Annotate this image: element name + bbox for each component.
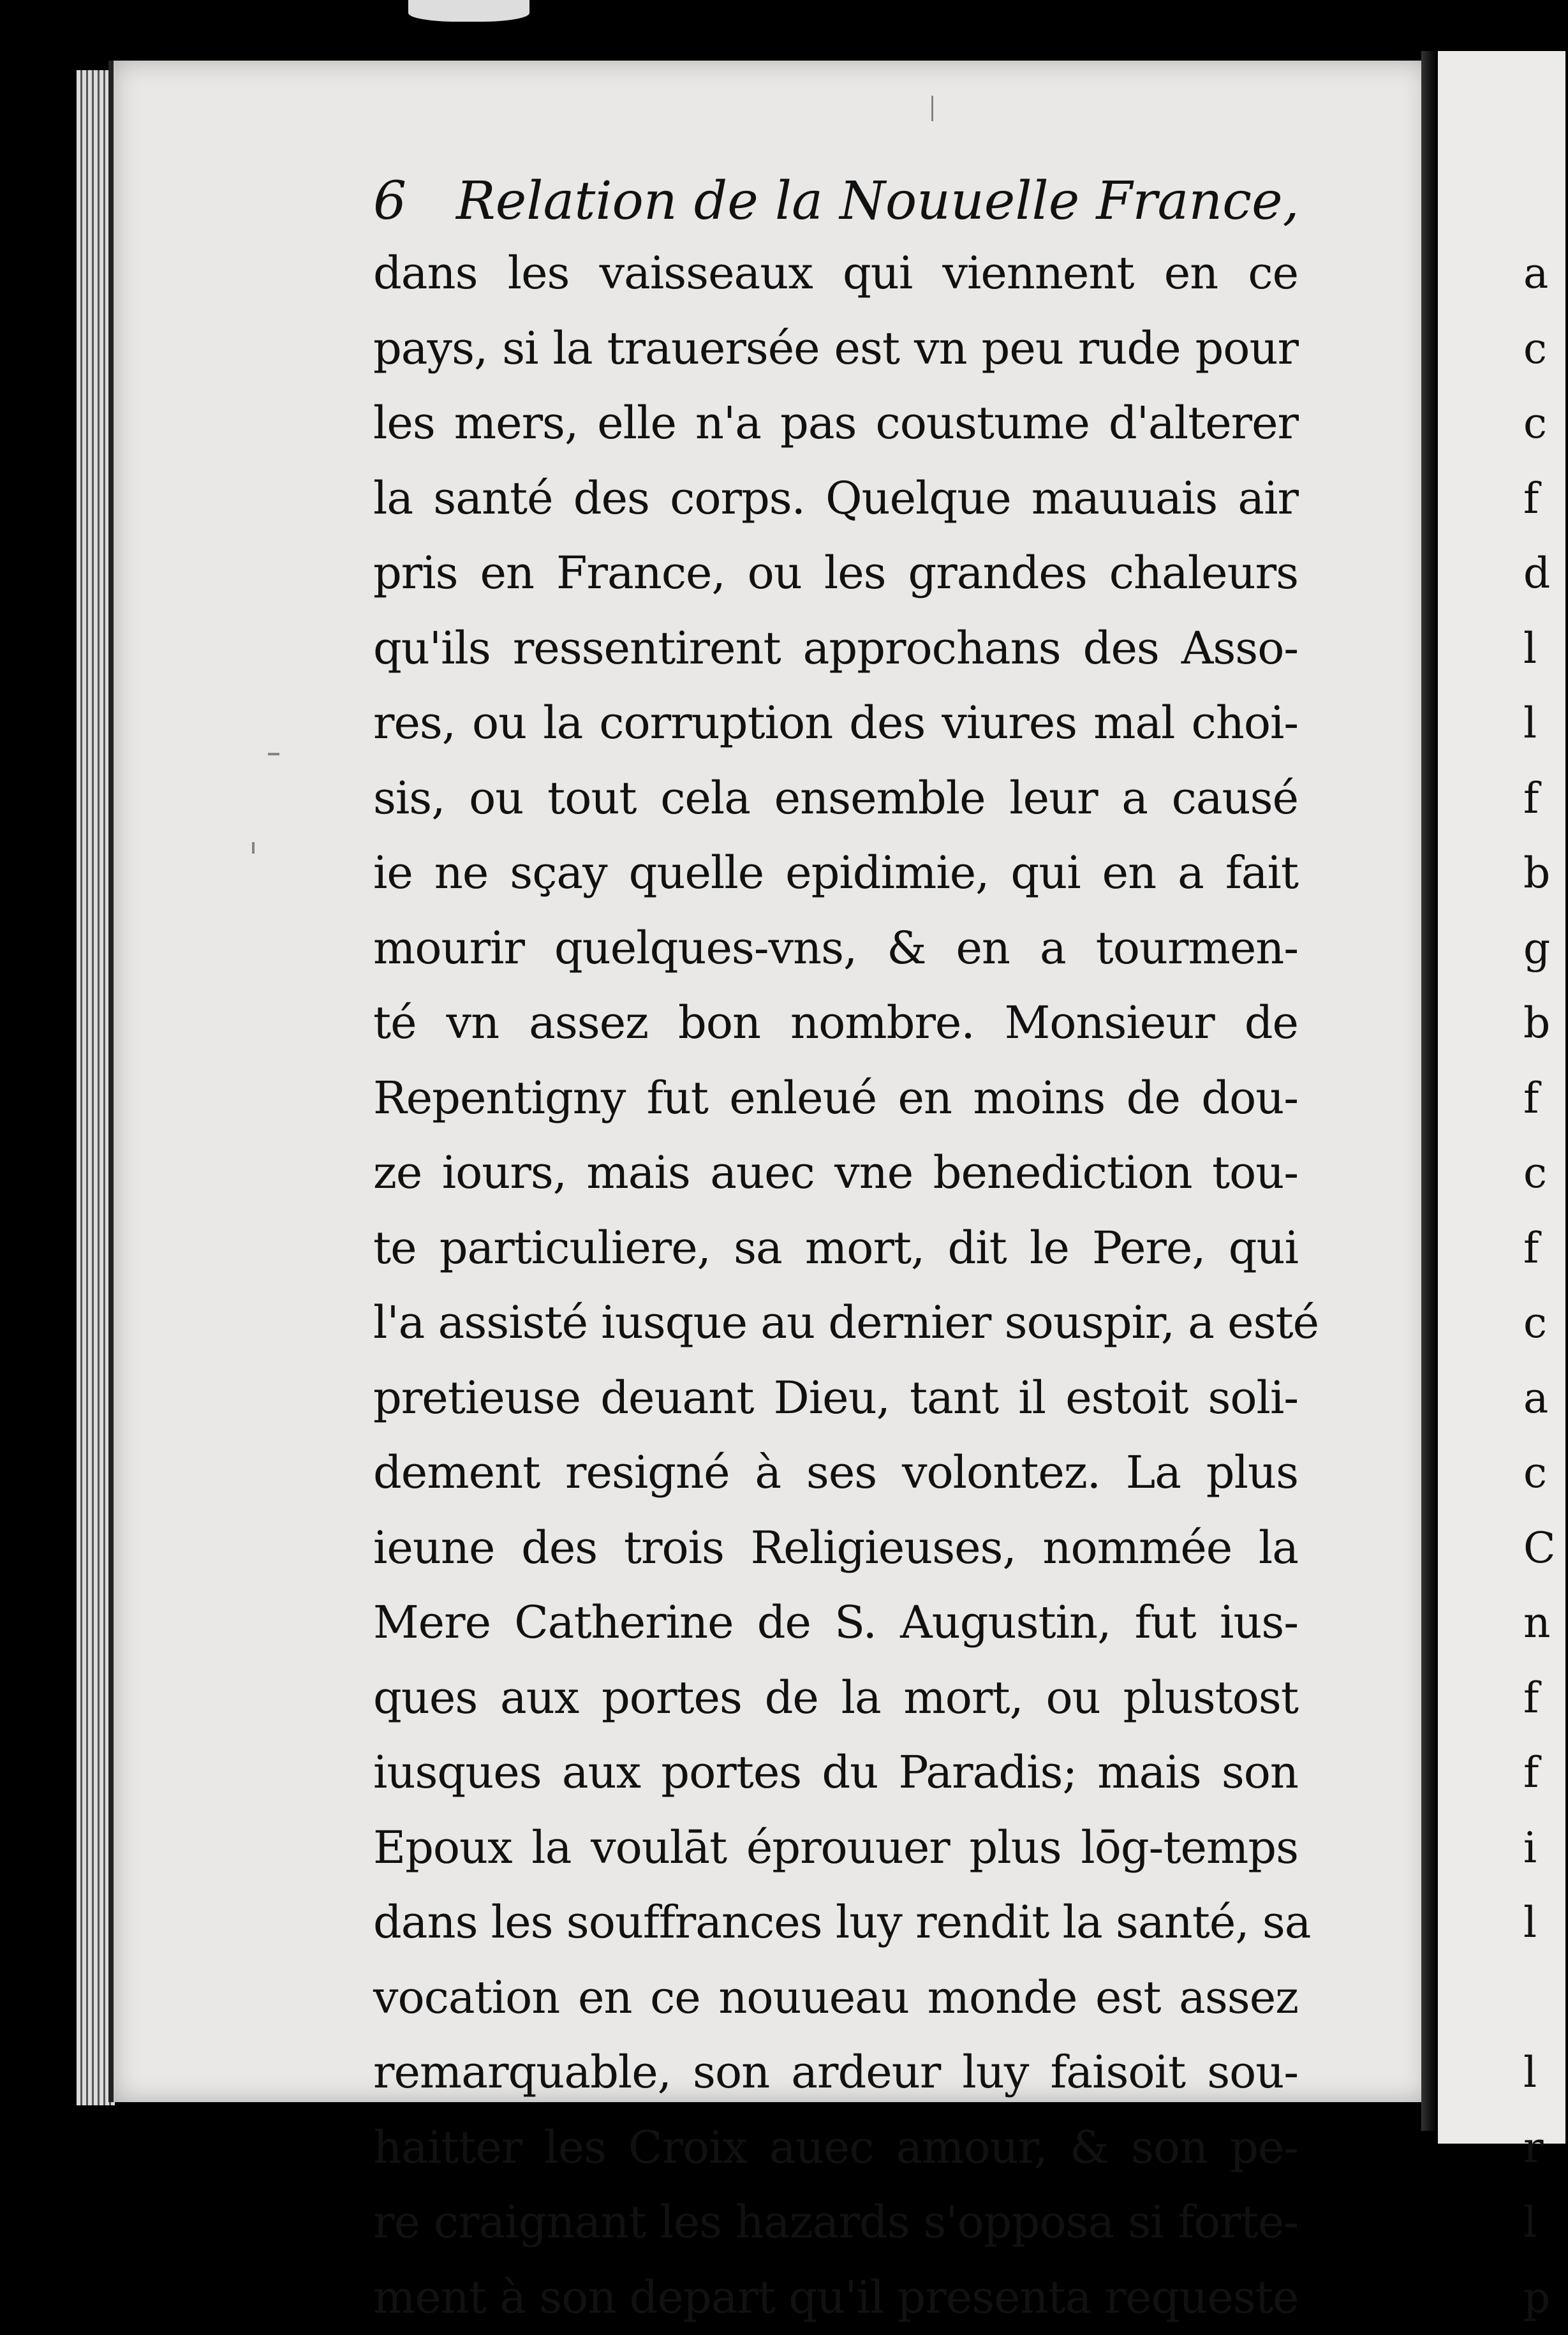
text-line: ie ne sçay quelle epidimie, qui en a fait xyxy=(373,836,1298,911)
text-line: dement resigné à ses volontez. La plus xyxy=(373,1435,1298,1511)
page-number: 6 xyxy=(373,171,456,232)
text-line: ment à son depart qu'il presenta requeste xyxy=(373,2260,1298,2335)
paper-speck xyxy=(268,753,279,755)
top-smudge xyxy=(408,0,529,22)
facing-page-line-fragment: b xyxy=(1523,986,1568,1061)
facing-page-line-fragment: a xyxy=(1523,1361,1568,1436)
text-line: pretieuse deuant Dieu, tant il estoit soli- xyxy=(373,1361,1298,1436)
facing-page-line-fragment: c xyxy=(1523,1286,1568,1361)
facing-page-line-fragment: f xyxy=(1523,1061,1568,1136)
facing-page-line-fragment: c xyxy=(1523,1136,1568,1211)
text-line: ques aux portes de la mort, ou plustost xyxy=(373,1661,1298,1736)
text-line: les mers, elle n'a pas coustume d'alterer xyxy=(373,386,1298,461)
facing-page-line-fragment: C xyxy=(1523,1511,1568,1586)
running-title: Relation de la Nouuelle France, xyxy=(456,171,1299,232)
facing-page-line-fragment: c xyxy=(1523,386,1568,461)
text-line: ze iours, mais auec vne benediction tou- xyxy=(373,1136,1298,1211)
facing-page-line-fragment: p xyxy=(1523,2260,1568,2335)
text-line: res, ou la corruption des viures mal choi- xyxy=(373,686,1298,761)
facing-page-text xyxy=(1523,236,1568,2335)
text-line: sis, ou tout cela ensemble leur a causé xyxy=(373,761,1298,836)
text-line: dans les vaisseaux qui viennent en ce xyxy=(373,236,1298,311)
facing-page-line-fragment: l xyxy=(1523,611,1568,686)
facing-page-line-fragment: f xyxy=(1523,1661,1568,1736)
body-text xyxy=(373,236,1298,2335)
text-line: té vn assez bon nombre. Monsieur de xyxy=(373,986,1298,1061)
paper-speck xyxy=(931,96,933,121)
facing-page-line-fragment: i xyxy=(1523,1811,1568,1886)
facing-page-line-fragment xyxy=(1523,1961,1568,2036)
facing-page-line-fragment: l xyxy=(1523,2035,1568,2110)
running-head xyxy=(373,171,1330,228)
text-line: remarquable, son ardeur luy faisoit sou- xyxy=(373,2035,1298,2110)
facing-page-line-fragment: d xyxy=(1523,536,1568,611)
text-line: ieune des trois Religieuses, nommée la xyxy=(373,1511,1298,1586)
text-line: la santé des corps. Quelque mauuais air xyxy=(373,461,1298,537)
facing-page-line-fragment: c xyxy=(1523,311,1568,387)
text-line: Mere Catherine de S. Augustin, fut ius- xyxy=(373,1585,1298,1661)
facing-page-line-fragment: r xyxy=(1523,2110,1568,2186)
book-gutter xyxy=(1421,51,1438,2131)
text-line: Epoux la voulāt éprouuer plus lōg-temps xyxy=(373,1811,1298,1886)
facing-page-line-fragment: l xyxy=(1523,2185,1568,2260)
text-line: Repentigny fut enleué en moins de dou- xyxy=(373,1061,1298,1136)
text-line: te particuliere, sa mort, dit le Pere, qui xyxy=(373,1211,1298,1286)
text-line: vocation en ce nouueau monde est assez xyxy=(373,1961,1298,2036)
facing-page-line-fragment: f xyxy=(1523,1211,1568,1286)
facing-page-line-fragment: f xyxy=(1523,461,1568,537)
text-line: dans les souffrances luy rendit la santé, sa xyxy=(373,1885,1298,1961)
facing-page-line-fragment: b xyxy=(1523,836,1568,911)
facing-page-line-fragment: n xyxy=(1523,1585,1568,1661)
text-line: l'a assisté iusque au dernier souspir, a esté xyxy=(373,1286,1298,1361)
facing-page-line-fragment: l xyxy=(1523,1885,1568,1961)
facing-page-line-fragment: f xyxy=(1523,1735,1568,1811)
paper-speck xyxy=(252,842,255,854)
text-line: re craignant les hazards s'opposa si forte- xyxy=(373,2185,1298,2260)
facing-page-line-fragment: f xyxy=(1523,761,1568,836)
text-line: mourir quelques-vns, & en a tourmen- xyxy=(373,911,1298,986)
text-line: haitter les Croix auec amour, & son pe- xyxy=(373,2110,1298,2186)
facing-page-line-fragment: g xyxy=(1523,911,1568,986)
text-line: pays, si la trauersée est vn peu rude pour xyxy=(373,311,1298,387)
facing-page-line-fragment: c xyxy=(1523,1435,1568,1511)
facing-page-line-fragment: a xyxy=(1523,236,1568,311)
text-line: pris en France, ou les grandes chaleurs xyxy=(373,536,1298,611)
facing-page-line-fragment: l xyxy=(1523,686,1568,761)
text-line: qu'ils ressentirent approchans des Asso- xyxy=(373,611,1298,686)
text-line: iusques aux portes du Paradis; mais son xyxy=(373,1735,1298,1811)
